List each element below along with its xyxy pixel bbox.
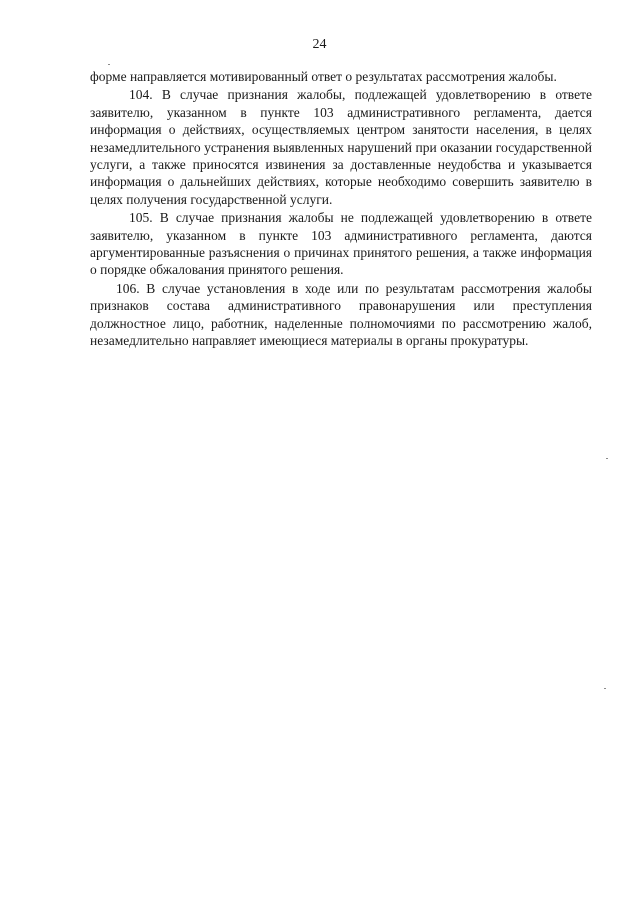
document-body [90,68,592,351]
scan-speck [108,64,110,65]
paragraph-105: 105. В случае признания жалобы не подлежащей удовлетворению в ответе заявителю, указанном в пункте 103 административного регламента, даются аргументированные разъяснения о причинах принятого решения, а также информация о порядке обжалования принятого решения. [90,210,592,278]
scan-speck [604,688,606,689]
paragraph-continuation: форме направляется мотивированный ответ о результатах рассмотрения жалобы. [90,69,557,84]
paragraph-106: 106. В случае установления в ходе или по результатам рассмотрения жалобы признаков состава административного правонарушения или преступления должностное лицо, работник, наделенные полномочиями по рассмотрению жалоб, незамедлительно направляет имеющиеся материалы в органы прокуратуры. [90,280,592,349]
page-number: 24 [312,37,327,52]
paragraph-104: 104. В случае признания жалобы, подлежащей удовлетворению в ответе заявителю, указанном в пункте 103 административного регламента, дается информация о действиях, осуществляемых центром занятости населения, в целях незамедлительного устранения выявленных нарушений при оказании государственной услуги, а также приносятся извинения за доставленные неудобства и указывается информация о дальнейших действиях, которые необходимо совершить заявителю в целях получения государственной услуги. [90,87,592,207]
scan-speck [606,458,608,459]
